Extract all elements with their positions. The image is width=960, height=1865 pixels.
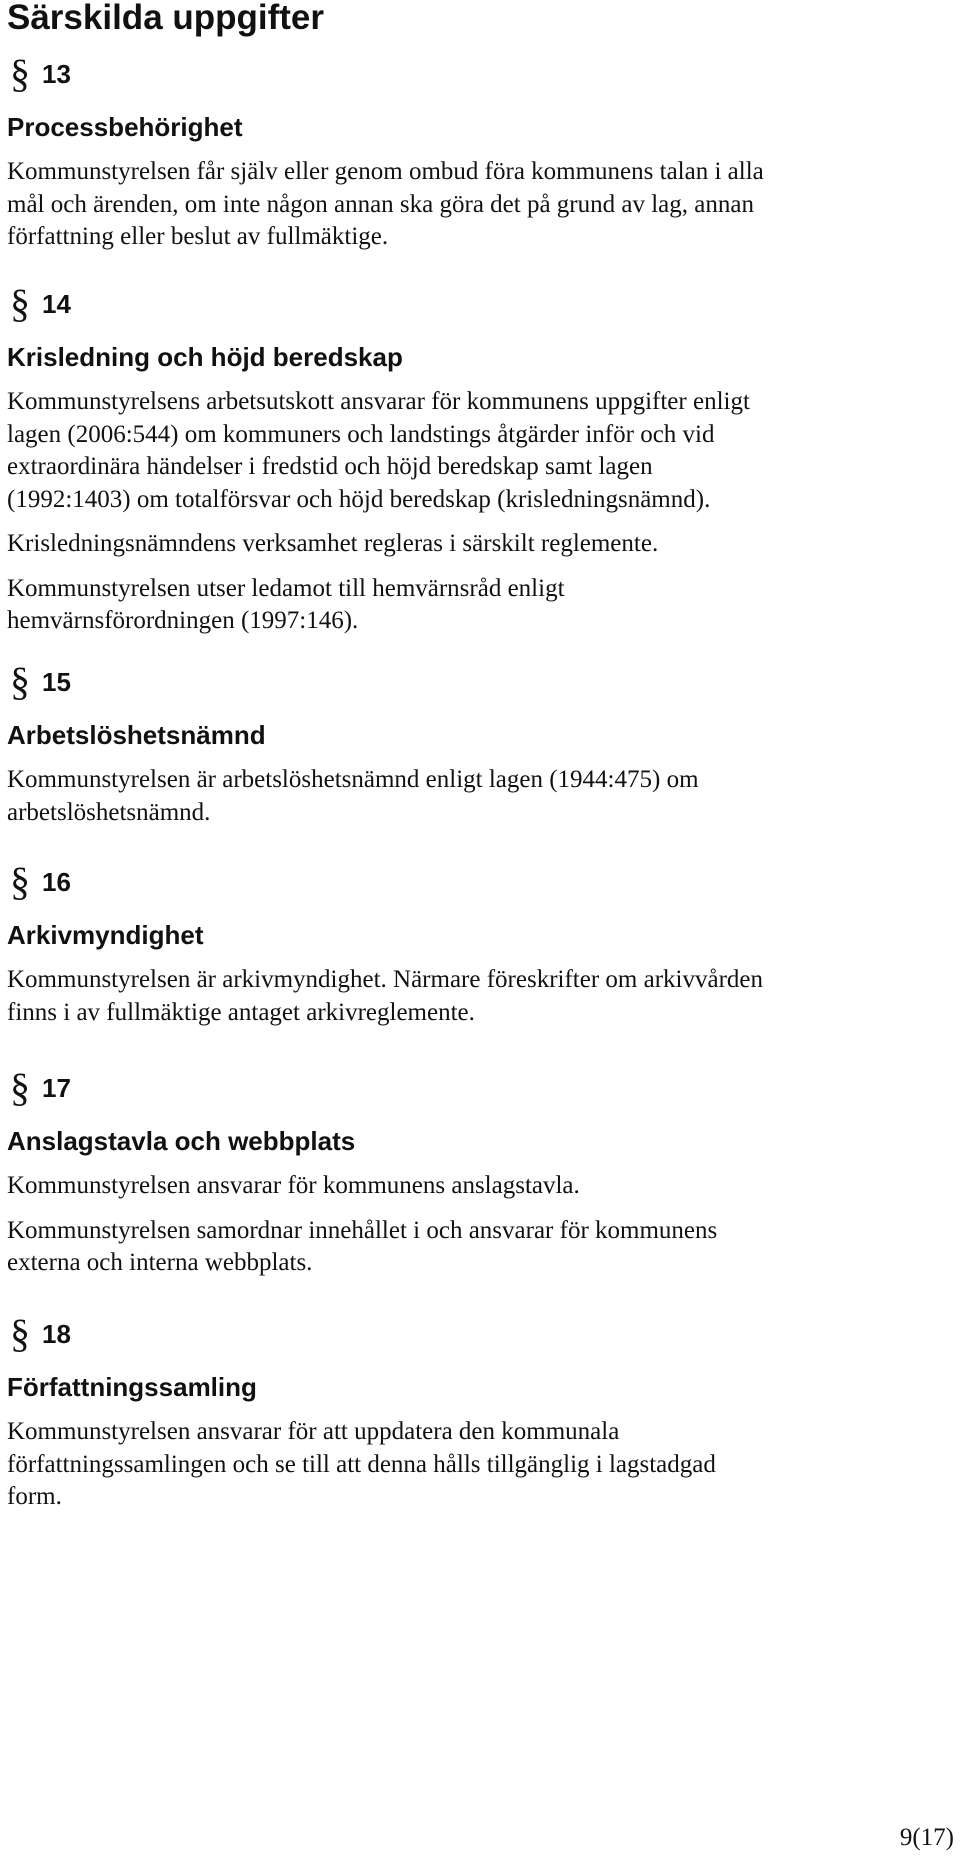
- section-paragraph: [7, 1416, 957, 1514]
- text-line: form.: [7, 1483, 62, 1510]
- text-line: finns i av fullmäktige antaget arkivreglemente.: [7, 998, 475, 1026]
- section-marker: [7, 51, 957, 96]
- text-line: Kommunstyrelsen är arkivmyndighet. Närmare föreskrifter om arkivvården: [7, 966, 763, 993]
- section-18: [7, 1311, 957, 1514]
- section-marker: [7, 1311, 957, 1356]
- section-17: [7, 1065, 957, 1280]
- text-line: Kommunstyrelsen ansvarar för kommunens anslagstavla.: [7, 1172, 580, 1199]
- section-title: Arkivmyndighet: [7, 920, 204, 950]
- paragraph-symbol: §: [10, 51, 30, 96]
- paragraph-symbol: §: [10, 1065, 30, 1110]
- section-number: 14: [42, 289, 71, 319]
- text-line: Kommunstyrelsen utser ledamot till hemvärnsråd enligt: [7, 574, 565, 602]
- section-title: Anslagstavla och webbplats: [7, 1126, 356, 1156]
- text-line: mål och ärenden, om inte någon annan ska göra det på grund av lag, annan: [7, 190, 754, 218]
- text-line: Kommunstyrelsen ansvarar för att uppdatera den kommunala: [7, 1418, 620, 1445]
- text-line: Kommunstyrelsen samordnar innehållet i och ansvarar för kommunens: [7, 1216, 718, 1244]
- text-line: författning eller beslut av fullmäktige.: [7, 223, 389, 250]
- section-number: 18: [42, 1319, 71, 1349]
- section-title: Författningssamling: [7, 1372, 257, 1402]
- section-marker: [7, 859, 957, 904]
- page-title: Särskilda uppgifter: [7, 0, 325, 37]
- section-marker: [7, 1065, 957, 1110]
- section-paragraph: [7, 1170, 957, 1203]
- section-number: 13: [42, 59, 71, 89]
- text-line: Krisledningsnämndens verksamhet regleras i särskilt reglemente.: [7, 530, 659, 557]
- text-line: arbetslöshetsnämnd.: [7, 798, 211, 826]
- section-16: [7, 859, 957, 1029]
- section-marker: [7, 281, 957, 326]
- section-paragraph: [7, 528, 957, 561]
- section-paragraph: [7, 964, 957, 1029]
- section-marker: [7, 659, 957, 704]
- section-number: 17: [42, 1073, 71, 1103]
- text-line: externa och interna webbplats.: [7, 1249, 313, 1276]
- text-line: Kommunstyrelsen är arbetslöshetsnämnd enligt lagen (1944:475) om: [7, 766, 699, 793]
- text-line: hemvärnsförordningen (1997:146).: [7, 607, 359, 634]
- section-14: [7, 281, 957, 638]
- section-title: Arbetslöshetsnämnd: [7, 720, 266, 750]
- section-number: 16: [42, 867, 71, 897]
- section-number: 15: [42, 667, 71, 697]
- text-line: (1992:1403) om totalförsvar och höjd beredskap (krisledningsnämnd).: [7, 485, 711, 513]
- section-15: [7, 659, 957, 829]
- page-number: 9(17): [899, 1824, 954, 1851]
- section-title: Processbehörighet: [7, 112, 243, 142]
- text-line: lagen (2006:544) om kommuners och landstings åtgärder inför och vid: [7, 420, 715, 448]
- section-paragraph: [7, 1215, 957, 1280]
- text-line: extraordinära händelser i fredstid och höjd beredskap samt lagen: [7, 453, 653, 480]
- text-line: Kommunstyrelsens arbetsutskott ansvarar för kommunens uppgifter enligt: [7, 388, 750, 415]
- section-paragraph: [7, 386, 957, 516]
- section-paragraph: [7, 156, 957, 254]
- text-line: Kommunstyrelsen får själv eller genom ombud föra kommunens talan i alla: [7, 158, 764, 185]
- section-paragraph: [7, 764, 957, 829]
- section-13: [7, 51, 957, 254]
- paragraph-symbol: §: [10, 1311, 30, 1356]
- paragraph-symbol: §: [10, 281, 30, 326]
- section-paragraph: [7, 573, 957, 638]
- text-line: författningssamlingen och se till att denna hålls tillgänglig i lagstadgad: [7, 1450, 716, 1478]
- section-title: Krisledning och höjd beredskap: [7, 342, 403, 372]
- paragraph-symbol: §: [10, 659, 30, 704]
- paragraph-symbol: §: [10, 859, 30, 904]
